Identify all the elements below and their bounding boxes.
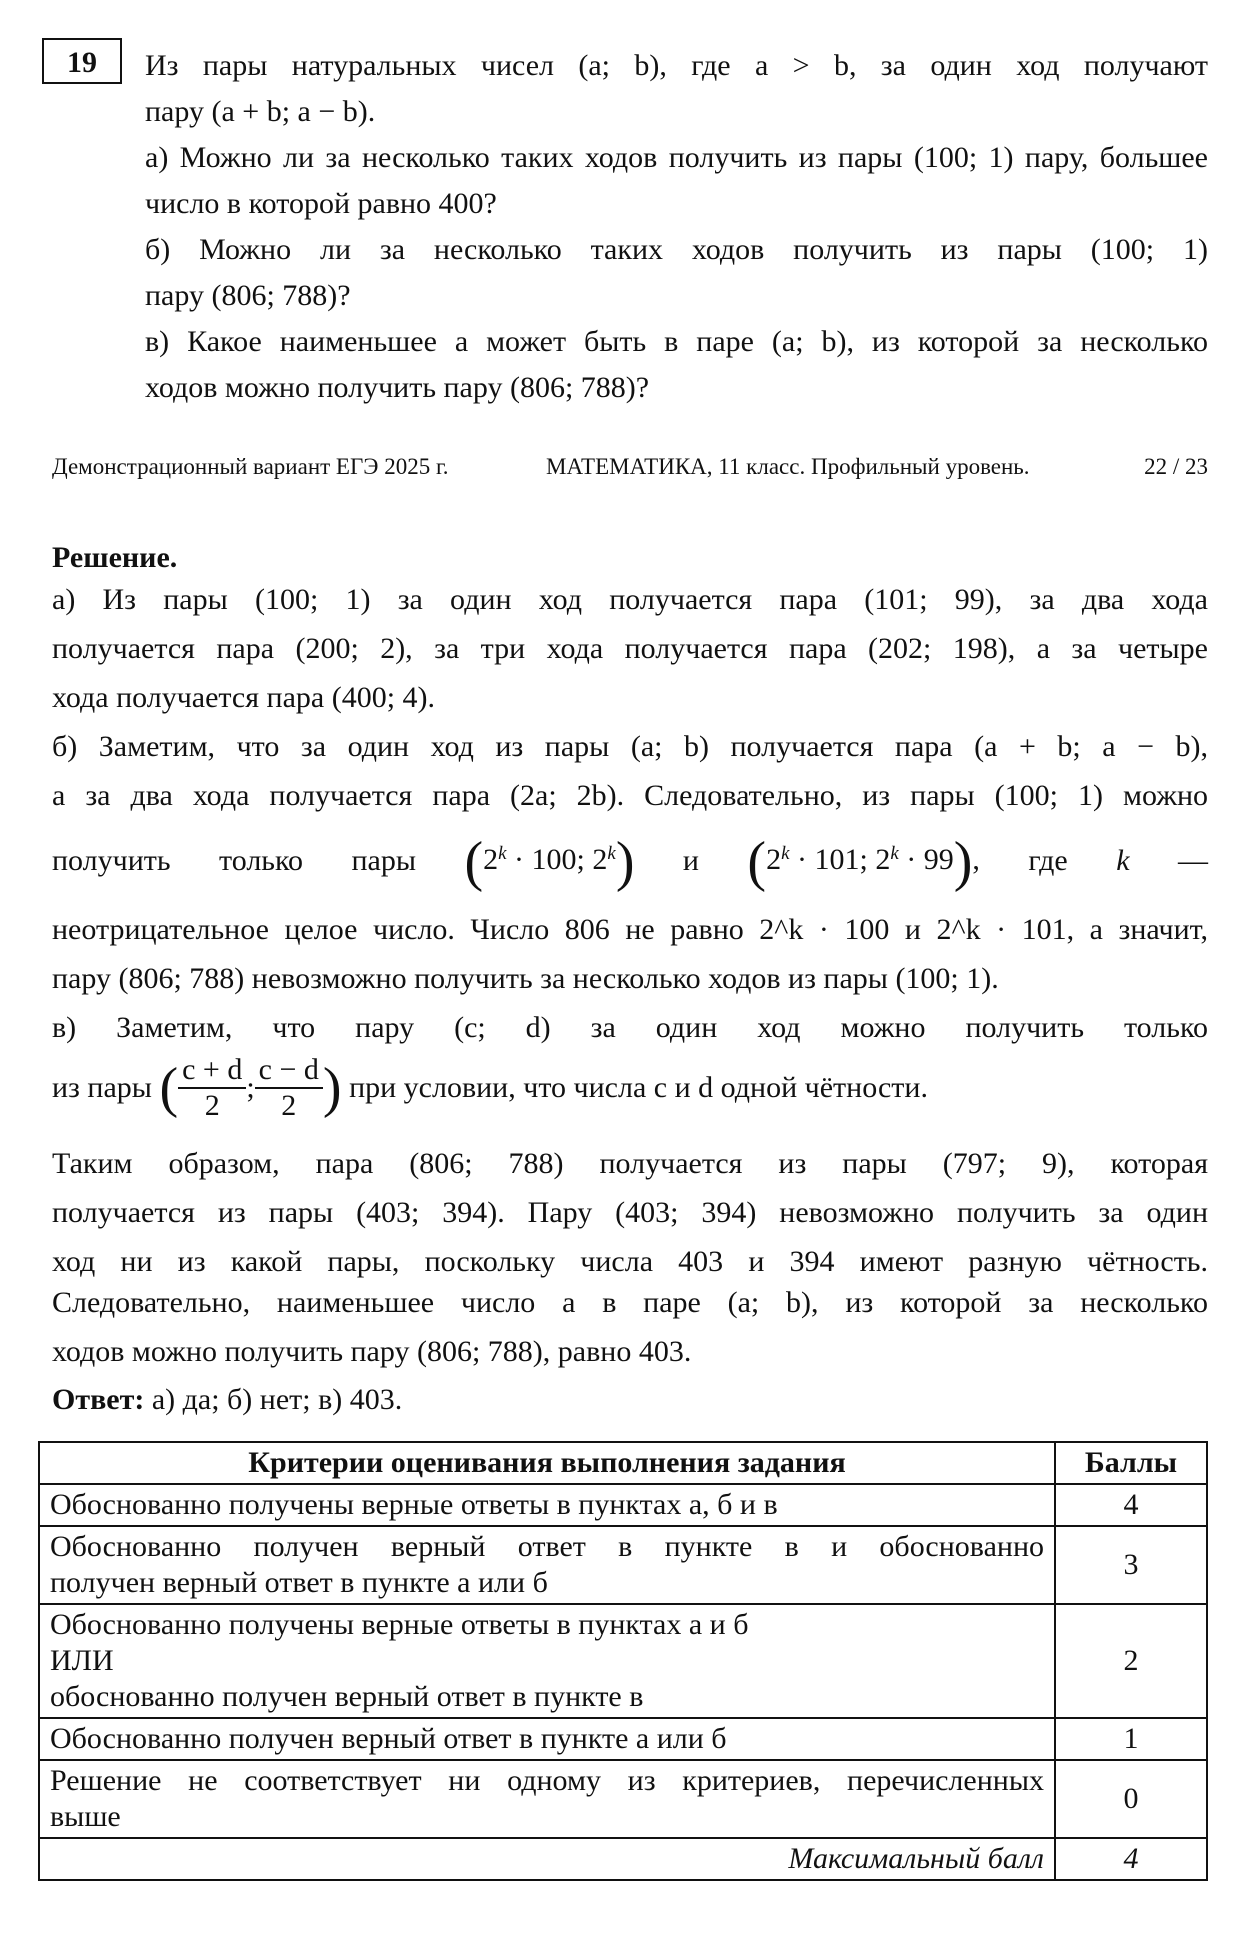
solution-b-line: а за два хода получается пара (2a; 2b). Следовательно, из пары (100; 1) можно [52,779,1208,812]
solution-a-line: хода получается пара (400; 4). [52,681,436,714]
solution-title: Решение. [52,541,178,574]
header-page: 22 / 23 [1144,454,1208,479]
solution-b-line: неотрицательное целое число. Число 806 не равно 2^k · 100 и 2^k · 101, а значит, [52,913,1208,946]
criterion-points: 4 [1055,1484,1207,1526]
solution-b-line: б) Заметим, что за один ход из пары (a; b) получается пара (a + b; a − b), [52,730,1208,763]
answer-label: Ответ: [52,1383,145,1416]
solution-b-line: пару (806; 788) невозможно получить за несколько ходов из пары (100; 1). [52,962,999,995]
pair-formula-2: ($2^k \cdot 101$; $2^k \cdot 99$), [747,831,980,894]
task-line: в) Какое наименьшее a может быть в паре (a; b), из которой за несколько [145,325,1208,358]
solution-a-line: получается пара (200; 2), за три хода получается пара (202; 198), а за четыре [52,632,1208,665]
solution-b-pairs-line [52,826,1208,896]
criterion-text: Обоснованно получен верный ответ в пункте в и обоснованно получен верный ответ в пункте а или б [39,1526,1055,1604]
task-line: Из пары натуральных чисел (a; b), где a > b, за один ход получают [145,49,1208,82]
solution-c-fraction-line: из пары ( $\frac{c + d}{2}$ ; $\frac{c - d}{2}$ ) при условии, что числа c и d одной чётности. [52,1053,928,1122]
max-score-value: 4 [1055,1838,1207,1880]
word: где [1028,844,1068,877]
table-row [39,1604,1207,1718]
task-line: пару (a + b; a − b). [145,95,376,128]
word: только [219,844,304,877]
task-line: число в которой равно 400? [145,187,497,220]
task-number: 19 [42,38,122,84]
criterion-text: Обоснованно получены верные ответы в пунктах а и б ИЛИ обоснованно получен верный ответ в пункте в [39,1604,1055,1718]
word: при условии, что числа c и d одной чётности. [349,1071,928,1104]
criterion-points: 2 [1055,1604,1207,1718]
dash: — [1177,844,1208,877]
word: пары [351,844,417,877]
task-line: а) Можно ли за несколько таких ходов получить из пары (100; 1) пару, большее [145,141,1208,174]
answer-text: а) да; б) нет; в) 403. [144,1383,403,1416]
criteria-table [38,1441,1208,1881]
criterion-text: Решение не соответствует ни одному из критериев, перечисленных выше [39,1760,1055,1838]
word: из пары [52,1071,152,1104]
table-row [39,1526,1207,1604]
task-line: б) Можно ли за несколько таких ходов получить из пары (100; 1) [145,233,1208,266]
solution-a-line: а) Из пары (100; 1) за один ход получается пара (101; 99), за два хода [52,583,1208,616]
variable-k: k [1116,844,1130,877]
table-row [39,1718,1207,1760]
header-subject: МАТЕМАТИКА, 11 класс. Профильный уровень. [546,454,1030,479]
table-row [39,1760,1207,1838]
fraction-2: $\frac{c - d}{2}$ [255,1053,323,1123]
answer-line [52,1382,1208,1418]
table-row [39,1484,1207,1526]
solution-c-line: получается из пары (403; 394). Пару (403; 394) невозможно получить за один [52,1196,1208,1229]
pair-formula-1: ($2^k \cdot 100$; 2$^k$) [464,831,635,894]
criteria-header-row [39,1442,1207,1484]
solution-c-line: Следовательно, наименьшее число a в паре (a; b), из которой за несколько [52,1286,1208,1319]
header-left: Демонстрационный вариант ЕГЭ 2025 г. [52,454,449,479]
fraction-1: $\frac{c + d}{2}$ [178,1053,246,1123]
task-line: пару (806; 788)? [145,279,351,312]
criterion-points: 1 [1055,1718,1207,1760]
solution-c-line: в) Заметим, что пару (c; d) за один ход можно получить только [52,1011,1208,1044]
criterion-points: 0 [1055,1760,1207,1838]
criteria-header: Критерии оценивания выполнения задания [39,1442,1055,1484]
criterion-text: Обоснованно получены верные ответы в пунктах а, б и в [39,1484,1055,1526]
solution-c-line: ход ни из какой пары, поскольку числа 403 и 394 имеют разную чётность. [52,1245,1208,1278]
max-score-row [39,1838,1207,1880]
task-line: ходов можно получить пару (806; 788)? [145,371,650,404]
criterion-points: 3 [1055,1526,1207,1604]
word: и [682,844,699,877]
points-header: Баллы [1055,1442,1207,1484]
criterion-text: Обоснованно получен верный ответ в пункте а или б [39,1718,1055,1760]
word: получить [52,844,171,877]
max-score-label: Максимальный балл [39,1838,1055,1880]
solution-c-line: Таким образом, пара (806; 788) получается из пары (797; 9), которая [52,1147,1208,1180]
solution-c-line: ходов можно получить пару (806; 788), равно 403. [52,1335,692,1368]
